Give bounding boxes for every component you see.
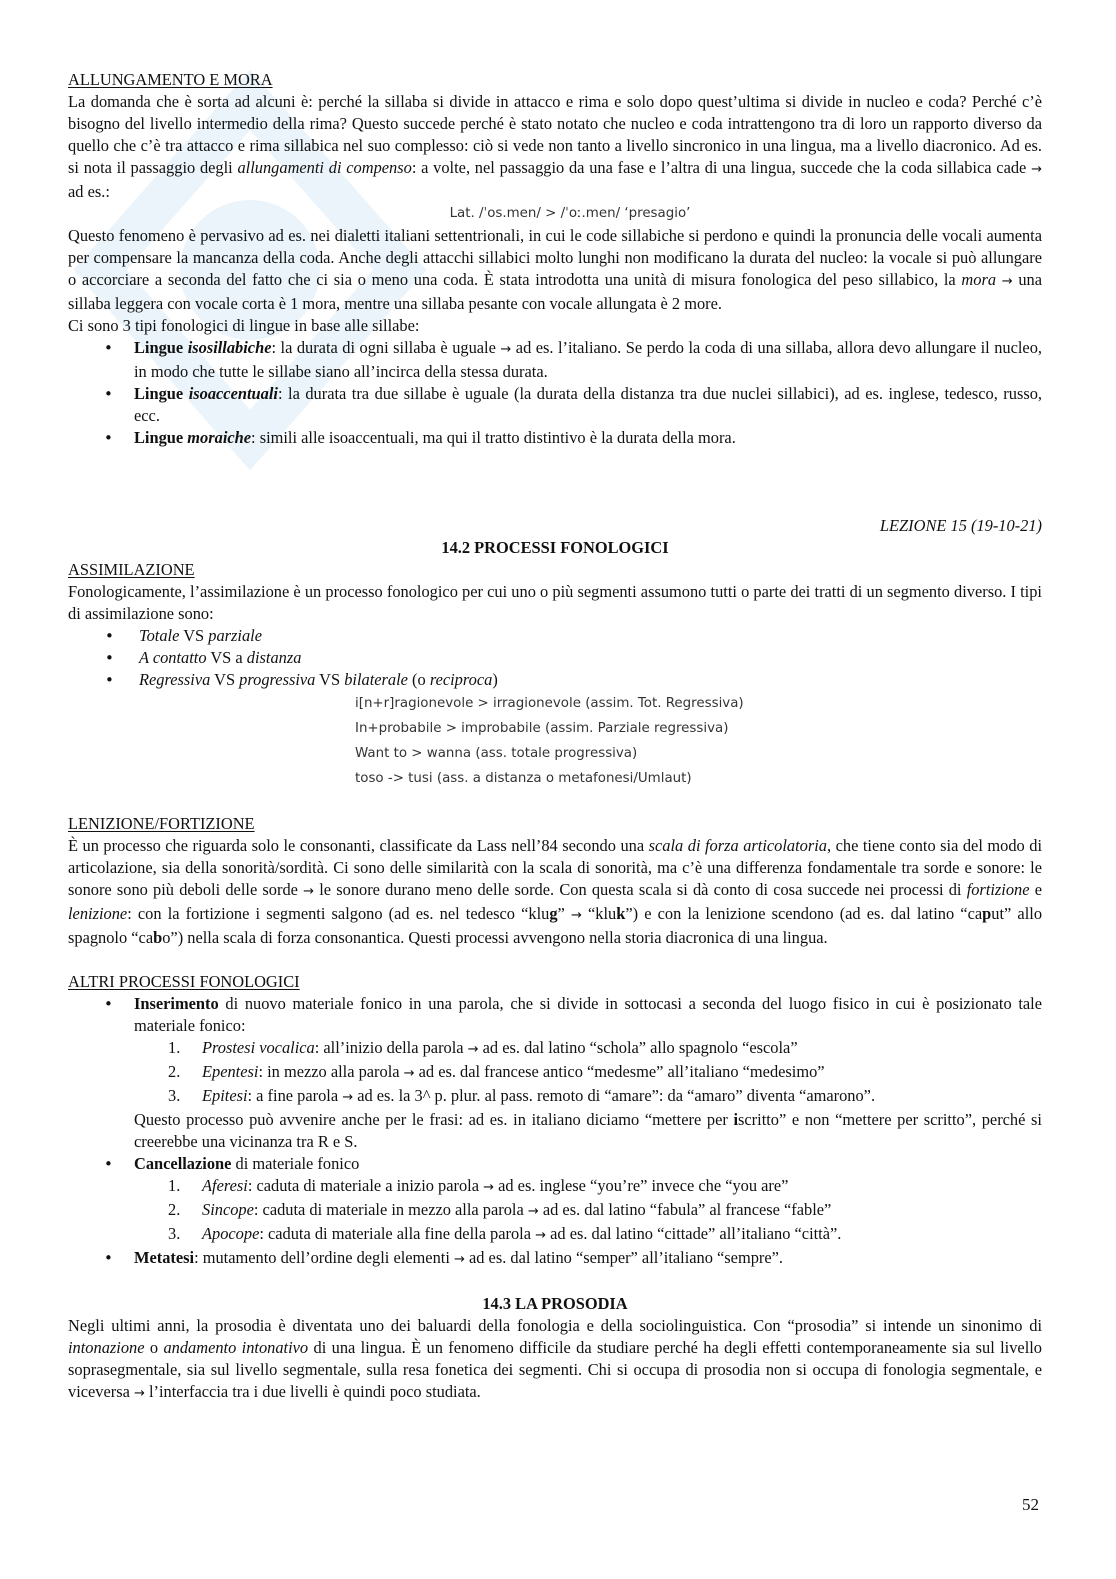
item-number: 2. bbox=[168, 1200, 181, 1219]
list-item bbox=[68, 383, 1042, 427]
heading-prosodia: 14.3 LA PROSODIA bbox=[482, 1294, 628, 1313]
text-span: ”) e con la lenizione scendono (ad es. dal latino “ca bbox=[625, 904, 983, 923]
list-item bbox=[68, 669, 1042, 691]
arrow-icon: → bbox=[1001, 274, 1013, 289]
page-content bbox=[68, 69, 1042, 1405]
lesson-label: LEZIONE 15 (19-10-21) bbox=[879, 516, 1042, 535]
insertion-continuation bbox=[134, 1109, 1042, 1153]
page-number: 52 bbox=[1022, 1495, 1039, 1514]
text-span: o bbox=[144, 1338, 164, 1357]
paragraph-assimilazione: Fonologicamente, l’assimilazione è un processo fonologico per cui uno o più segmenti assumono tutti o parte dei tratti di un segmento diverso. I tipi di assimilazione sono: bbox=[68, 582, 1042, 623]
italic-term: Epitesi bbox=[202, 1086, 248, 1105]
section-title-assimilazione: ASSIMILAZIONE bbox=[68, 560, 195, 579]
italic-term: Totale bbox=[139, 626, 180, 645]
text-span: ad es. l’italiano. Se perdo la coda di una sillaba, allora devo allungare il nucleo, in modo che tutte le sillabe siano all’incirca della stessa durata. bbox=[134, 338, 1042, 381]
section-title-lenizione: LENIZIONE/FORTIZIONE bbox=[68, 814, 255, 833]
text-span: una sillaba leggera con vocale corta è 1 mora, mentre una sillaba pesante con vocale allungata è 2 more. bbox=[68, 270, 1042, 313]
example-line: toso -> tusi (ass. a distanza o metafonesi/Umlaut) bbox=[355, 771, 692, 786]
item-number: 3. bbox=[168, 1224, 181, 1243]
arrow-icon: → bbox=[483, 1180, 495, 1195]
text-span: : in mezzo alla parola bbox=[258, 1062, 404, 1081]
bold-italic-term: isoaccentuali bbox=[188, 384, 278, 403]
arrow-icon: → bbox=[467, 1042, 479, 1057]
bold-label: Inserimento bbox=[134, 994, 219, 1013]
example-line: In+probabile > improbabile (assim. Parziale regressiva) bbox=[355, 721, 729, 736]
insertion-sublist bbox=[134, 1037, 1042, 1109]
italic-term: distanza bbox=[246, 648, 302, 667]
text-span: ad es. dal latino “fabula” al francese “fable” bbox=[538, 1200, 832, 1219]
numbered-item bbox=[134, 1223, 1042, 1247]
list-item bbox=[68, 1153, 1042, 1247]
text-span: ” bbox=[557, 904, 571, 923]
text-span: : caduta di materiale in mezzo alla parola bbox=[253, 1200, 528, 1219]
text-span: ad es. inglese “you’re” invece che “you are” bbox=[494, 1176, 789, 1195]
bold-label: Metatesi bbox=[134, 1248, 195, 1267]
text-span: Questo processo può avvenire anche per le frasi: ad es. in italiano diciamo “mettere per bbox=[134, 1110, 734, 1129]
text-span: ) bbox=[492, 670, 498, 689]
text-span: di nuovo materiale fonico in una parola, che si divide in sottocasi a seconda del luogo fisico in cui è posizionato tale materiale fonico: bbox=[134, 994, 1042, 1035]
text-span: le sonore durano meno delle sorde. Con questa scala si dà conto di cosa succede nei processi di bbox=[314, 880, 967, 899]
assimilation-examples bbox=[355, 691, 1042, 791]
text-span: e bbox=[1029, 880, 1043, 899]
italic-term: Sincope bbox=[202, 1200, 254, 1219]
text-span: ad es. dal francese antico “medesme” all’italiano “medesimo” bbox=[414, 1062, 825, 1081]
list-item bbox=[68, 647, 1042, 669]
text-span: : la durata di ogni sillaba è uguale bbox=[271, 338, 501, 357]
bold-label: Lingue bbox=[134, 338, 188, 357]
arrow-icon: → bbox=[527, 1204, 539, 1219]
bold-letter: b bbox=[153, 928, 163, 947]
text-span: : la durata tra due sillabe è uguale (la durata della distanza tra due nuclei sillabici), ad es. inglese, tedesco, russo, ecc. bbox=[134, 384, 1042, 425]
bold-letter: i bbox=[733, 1110, 739, 1129]
italic-term: allungamenti di compenso bbox=[237, 158, 412, 177]
italic-term: Aferesi bbox=[202, 1176, 248, 1195]
deletion-sublist bbox=[134, 1175, 1042, 1247]
text-span: ad es. dal latino “schola” allo spagnolo “escola” bbox=[478, 1038, 798, 1057]
italic-term: scala di forza articolatoria bbox=[648, 836, 827, 855]
section-title-altri-processi: ALTRI PROCESSI FONOLOGICI bbox=[68, 972, 300, 991]
text-span: VS bbox=[315, 670, 345, 689]
text-span: VS bbox=[179, 626, 209, 645]
section-title-allungamento: ALLUNGAMENTO E MORA bbox=[68, 70, 273, 89]
text-span: : all’inizio della parola bbox=[314, 1038, 468, 1057]
text-span: Negli ultimi anni, la prosodia è diventata uno dei baluardi della fonologia e della sociolinguistica. Con “prosodia” si intende un sinonimo di bbox=[68, 1316, 1042, 1335]
paragraph-allungamento-2 bbox=[68, 225, 1042, 315]
bold-letter: g bbox=[549, 904, 558, 923]
text-span: La domanda che è sorta ad alcuni è: perché la sillaba si divide in attacco e rima e solo dopo quest’ultima si divide in nucleo e coda? Perché c’è bisogno del livello intermedio della rima? Questo succede perché è stato notato che nucleo e coda intrattengono tra di loro un rapporto diverso da quello che c’è tra attacco e rima sillabica nel suo complesso: ciò si vede non tanto a livello sincronico in una lingua, ma a livello diacronico. Ad es. si nota il passaggio degli bbox=[68, 92, 1042, 177]
text-span: ad es. dal latino “semper” all’italiano “sempre”. bbox=[464, 1248, 784, 1267]
text-span: ut” allo spagnolo “ca bbox=[68, 904, 1043, 947]
heading-processi-fonologici: 14.2 PROCESSI FONOLOGICI bbox=[441, 538, 669, 557]
italic-term: lenizione bbox=[68, 904, 128, 923]
text-span: VS a bbox=[206, 648, 247, 667]
text-span: di una lingua. È un fenomeno difficile da studiare perché ha degli effetti contemporaneamente sia sul livello soprasegmentale, sia sul livello segmentale, sulla resa fonetica dei segmenti. Chi si occupa di prosodia non si occupa di fonologia segmentale, e viceversa bbox=[68, 1338, 1042, 1401]
text-span: ad es.: bbox=[68, 182, 110, 201]
item-number: 1. bbox=[168, 1038, 181, 1057]
bold-letter: p bbox=[982, 904, 992, 923]
assimilation-types-list bbox=[68, 625, 1042, 691]
text-span: È un processo che riguarda solo le consonanti, classificate da Lass nell’84 secondo una bbox=[68, 836, 649, 855]
text-span: : caduta di materiale a inizio parola bbox=[247, 1176, 484, 1195]
list-item bbox=[68, 337, 1042, 383]
text-span: ad es. dal latino “cittade” all’italiano “città”. bbox=[546, 1224, 842, 1243]
italic-term: fortizione bbox=[966, 880, 1030, 899]
italic-term: mora bbox=[961, 270, 997, 289]
italic-term: Prostesi vocalica bbox=[202, 1038, 315, 1057]
bold-label: Lingue bbox=[134, 428, 188, 447]
numbered-item bbox=[134, 1061, 1042, 1085]
italic-term: reciproca bbox=[429, 670, 493, 689]
arrow-icon: → bbox=[453, 1252, 465, 1267]
italic-term: Regressiva bbox=[139, 670, 211, 689]
text-span: ad es. la 3^ p. plur. al pass. remoto di “amare”: da “amaro” diventa “amarono”. bbox=[353, 1086, 876, 1105]
item-number: 3. bbox=[168, 1086, 181, 1105]
text-span: l’interfaccia tra i due livelli è quindi poco studiata. bbox=[144, 1382, 481, 1401]
list-item bbox=[68, 1247, 1042, 1271]
bold-letter: k bbox=[616, 904, 626, 923]
language-types-list bbox=[68, 337, 1042, 449]
italic-term: intonazione bbox=[68, 1338, 145, 1357]
bold-label: Cancellazione bbox=[134, 1154, 232, 1173]
arrow-icon: → bbox=[500, 342, 512, 357]
bold-label: Lingue bbox=[134, 384, 189, 403]
italic-term: bilaterale bbox=[344, 670, 408, 689]
numbered-item bbox=[134, 1085, 1042, 1109]
italic-term: Apocope bbox=[202, 1224, 260, 1243]
item-number: 1. bbox=[168, 1176, 181, 1195]
italic-term: A contatto bbox=[139, 648, 207, 667]
text-span: : caduta di materiale alla fine della parola bbox=[259, 1224, 536, 1243]
arrow-icon: → bbox=[342, 1090, 354, 1105]
paragraph-lenizione bbox=[68, 835, 1042, 949]
other-processes-list bbox=[68, 993, 1042, 1271]
paragraph-prosodia bbox=[68, 1315, 1042, 1405]
italic-term: andamento intonativo bbox=[163, 1338, 309, 1357]
arrow-icon: → bbox=[535, 1228, 547, 1243]
paragraph-allungamento-1 bbox=[68, 91, 1042, 203]
text-span: di materiale fonico bbox=[231, 1154, 360, 1173]
text-span: : con la fortizione i segmenti salgono (ad es. nel tedesco “klu bbox=[127, 904, 550, 923]
text-span: scritto” e non “mettere per scritto”, perché si creerebbe una vicinanza tra R e S. bbox=[134, 1110, 1042, 1151]
bold-italic-term: moraiche bbox=[187, 428, 252, 447]
italic-term: Epentesi bbox=[202, 1062, 259, 1081]
formula-example: Lat. /ˈos.men/ > /ˈoː.men/ ‘presagio’ bbox=[449, 206, 691, 221]
example-line: Want to > wanna (ass. totale progressiva) bbox=[355, 746, 638, 761]
arrow-icon: → bbox=[570, 908, 582, 923]
text-span: o”) nella scala di forza consonantica. Questi processi avvengono nella storia diacronica di una lingua. bbox=[162, 928, 828, 947]
list-item bbox=[68, 993, 1042, 1153]
text-span: : mutamento dell’ordine degli elementi bbox=[194, 1248, 454, 1267]
text-span: VS bbox=[210, 670, 240, 689]
paragraph-allungamento-3: Ci sono 3 tipi fonologici di lingue in base alle sillabe: bbox=[68, 316, 420, 335]
text-span: (o bbox=[407, 670, 430, 689]
numbered-item bbox=[134, 1199, 1042, 1223]
text-span: : a volte, nel passaggio da una fase e l’altra di una lingua, succede che la coda sillabica cade bbox=[411, 158, 1032, 177]
item-number: 2. bbox=[168, 1062, 181, 1081]
text-span: : simili alle isoaccentuali, ma qui il tratto distintivo è la durata della mora. bbox=[251, 428, 736, 447]
bold-italic-term: isosillabiche bbox=[187, 338, 272, 357]
arrow-icon: → bbox=[403, 1066, 415, 1081]
list-item bbox=[68, 625, 1042, 647]
text-span: “klu bbox=[581, 904, 617, 923]
text-span: , che tiene conto sia del modo di articolazione, sia della sonorità/sordità. Ci sono delle similarità con la scala di sonorità, ma c’è una differenza fondamentale tra sorde e sonore: le sonore sono più deboli delle sorde bbox=[68, 836, 1042, 899]
arrow-icon: → bbox=[133, 1386, 145, 1401]
list-item bbox=[68, 427, 1042, 449]
text-span: : a fine parola bbox=[247, 1086, 343, 1105]
numbered-item bbox=[134, 1037, 1042, 1061]
arrow-icon: → bbox=[1031, 162, 1042, 177]
italic-term: parziale bbox=[208, 626, 262, 645]
arrow-icon: → bbox=[303, 884, 315, 899]
example-line: i[n+r]ragionevole > irragionevole (assim. Tot. Regressiva) bbox=[355, 696, 744, 711]
italic-term: progressiva bbox=[239, 670, 316, 689]
text-span: Questo fenomeno è pervasivo ad es. nei dialetti italiani settentrionali, in cui le code sillabiche si perdono e quindi la pronuncia delle vocali aumenta per compensare la mancanza della coda. Anche degli attacchi sillabici molto lunghi non modificano la durata del nucleo: la vocale si può allungare o accorciare a seconda del fatto che ci sia o meno una coda. È stata introdotta una unità di misura fonologica del peso sillabico, la bbox=[68, 226, 1042, 289]
numbered-item bbox=[134, 1175, 1042, 1199]
